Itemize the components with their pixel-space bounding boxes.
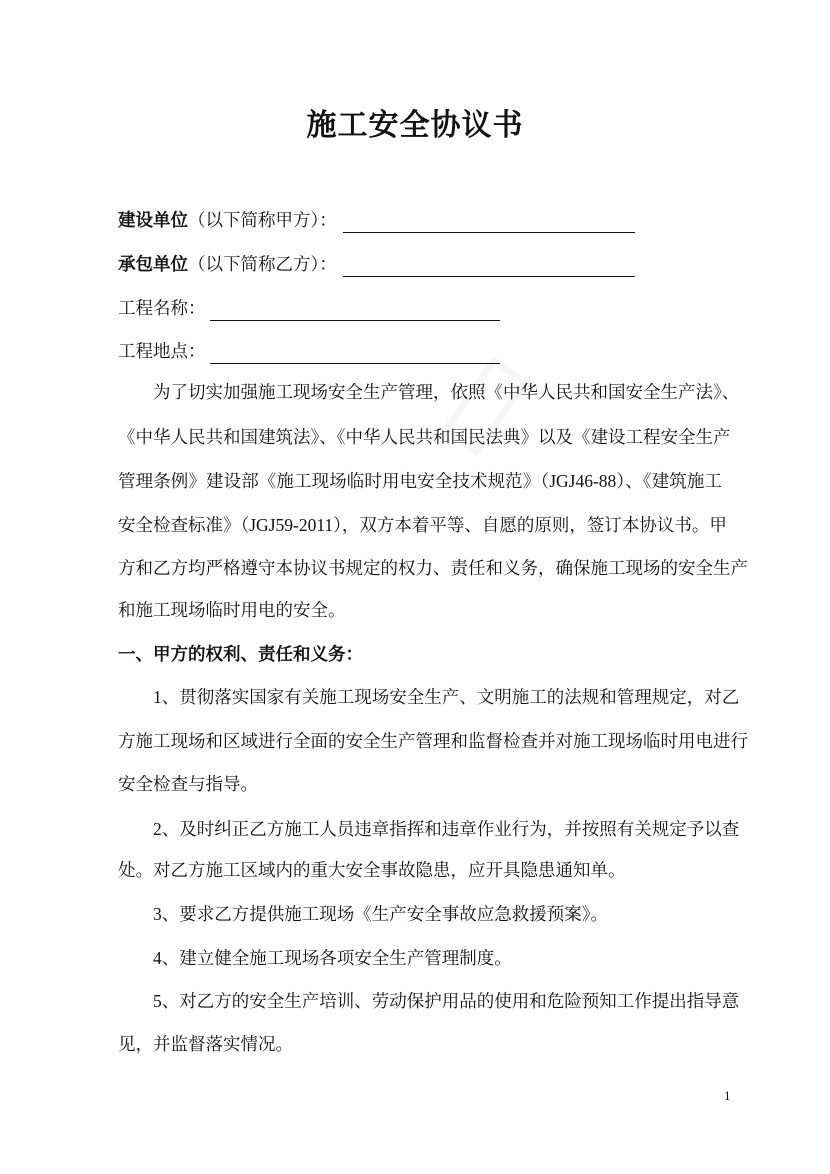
intro-line: 安全检查标准》（JGJ59-2011），双方本着平等、自愿的原则，签订本协议书。甲	[118, 515, 727, 535]
intro-line: 《中华人民共和国建筑法》、《中华人民共和国民法典》以及《建设工程安全生产	[118, 427, 731, 447]
section-heading: 一、甲方的权利、责任和义务：	[118, 644, 363, 664]
item-line: 4、建立健全施工现场各项安全生产管理制度。	[153, 948, 512, 968]
page-number: 1	[724, 1088, 731, 1103]
project-name-blank[interactable]	[210, 300, 500, 321]
project-location-blank[interactable]	[210, 343, 500, 364]
item-line: 5、对乙方的安全生产培训、劳动保护用品的使用和危险预知工作提出指导意	[153, 991, 740, 1011]
item-line: 2、及时纠正乙方施工人员违章指挥和违章作业行为，并按照有关规定予以查	[153, 819, 740, 839]
item-line: 1、贯彻落实国家有关施工现场安全生产、文明施工的法规和管理规定，对乙	[153, 687, 740, 707]
intro-line: 管理条例》建设部《施工现场临时用电安全技术规范》（JGJ46-88）、《建筑施工	[118, 471, 722, 491]
intro-line: 方和乙方均严格遵守本协议书规定的权力、责任和义务，确保施工现场的安全生产	[118, 558, 748, 578]
client-blank[interactable]	[343, 212, 635, 233]
document-title: 施工安全协议书	[306, 109, 524, 142]
item-line: 安全检查与指导。	[118, 774, 258, 794]
item-line: 见，并监督落实情况。	[118, 1034, 293, 1054]
contractor-blank[interactable]	[343, 256, 635, 277]
item-line: 处。对乙方施工区域内的重大安全事故隐患，应开具隐患通知单。	[118, 860, 626, 880]
field-contractor: 承包单位（以下简称乙方）：	[118, 251, 635, 277]
item-line: 方施工现场和区域进行全面的安全生产管理和监督检查并对施工现场临时用电进行	[118, 731, 748, 751]
intro-line: 和施工现场临时用电的安全。	[118, 600, 346, 620]
field-project-name: 工程名称：	[118, 295, 500, 321]
field-project-location: 工程地点：	[118, 338, 500, 364]
item-line: 3、要求乙方提供施工现场《生产安全事故应急救援预案》。	[153, 904, 608, 924]
intro-line: 为了切实加强施工现场安全生产管理，依照《中华人民共和国安全生产法》、	[153, 382, 740, 402]
field-client: 建设单位（以下简称甲方）：	[118, 207, 635, 233]
